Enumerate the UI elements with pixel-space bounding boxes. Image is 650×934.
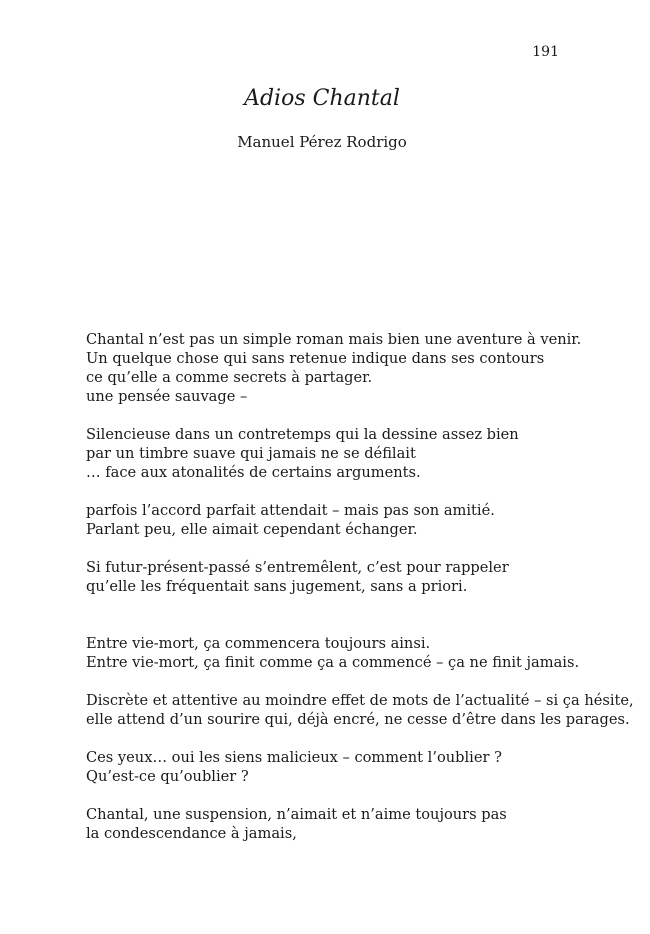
poem-title: Adios Chantal — [244, 86, 400, 111]
poem-line: Entre vie-mort, ça finit comme ça a commencé – ça ne finit jamais. — [86, 654, 580, 671]
poem-line: Chantal, une suspension, n’aimait et n’aime toujours pas — [86, 806, 507, 823]
poem-line: la condescendance à jamais, — [86, 825, 297, 842]
poem-line: Silencieuse dans un contretemps qui la dessine assez bien — [86, 426, 519, 443]
poem-line: par un timbre suave qui jamais ne se défilait — [86, 445, 416, 462]
poem-line: … face aux atonalités de certains arguments. — [86, 464, 421, 481]
poem-line: elle attend d’un sourire qui, déjà encré, ne cesse d’être dans les parages. — [86, 711, 630, 728]
stanza — [86, 330, 626, 406]
poem-line: Qu’est-ce qu’oublier ? — [86, 768, 249, 785]
poem-line: ce qu’elle a comme secrets à partager. — [86, 369, 373, 386]
poem-line: une pensée sauvage – — [86, 388, 248, 405]
stanza — [86, 501, 626, 539]
poem-line: Si futur-présent-passé s’entremêlent, c’est pour rappeler — [86, 559, 509, 576]
poem-line: Ces yeux… oui les siens malicieux – comment l’oublier ? — [86, 749, 502, 766]
stanza — [86, 805, 626, 843]
page-number: 191 — [532, 44, 559, 60]
poem-line: Entre vie-mort, ça commencera toujours ainsi. — [86, 635, 431, 652]
stanza — [86, 425, 626, 482]
stanza — [86, 691, 634, 729]
stanza — [86, 558, 626, 596]
poem-author: Manuel Pérez Rodrigo — [237, 133, 407, 151]
stanza — [86, 748, 626, 786]
poem-line: Un quelque chose qui sans retenue indique dans ses contours — [86, 350, 545, 367]
poem-line: Chantal n’est pas un simple roman mais bien une aventure à venir. — [86, 331, 582, 348]
poem-line: Discrète et attentive au moindre effet de mots de l’actualité – si ça hésite, — [86, 692, 634, 709]
poem-line: qu’elle les fréquentait sans jugement, sans a priori. — [86, 578, 468, 595]
poem-line: Parlant peu, elle aimait cependant échanger. — [86, 521, 418, 538]
poem-body — [86, 330, 634, 862]
poem-line: parfois l’accord parfait attendait – mais pas son amitié. — [86, 502, 495, 519]
stanza — [86, 634, 626, 672]
